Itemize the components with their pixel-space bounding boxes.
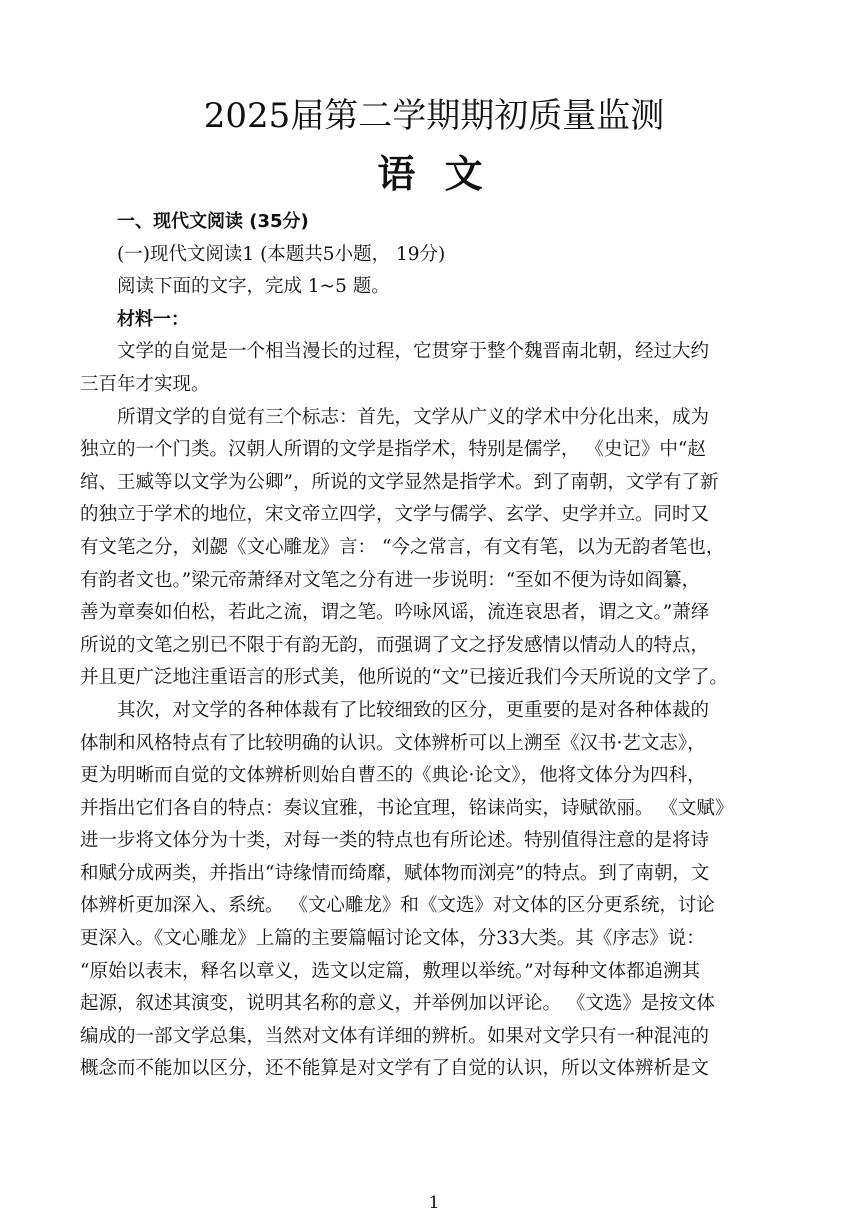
body-line: 体辨析更加深入、系统。 《文心雕龙》和《文选》对文体的区分更系统，讨论 <box>80 895 715 917</box>
body-line: 独立的一个门类。汉朝人所谓的文学是指学术，特别是儒学， 《史记》中“赵 <box>80 439 706 461</box>
body-line: 和赋分成两类，并指出“诗缘情而绮靡，赋体物而浏亮”的特点。到了南朝，文 <box>80 862 710 884</box>
body-line: 所说的文笔之别已不限于有韵无韵，而强调了文之抒发感情以情动人的特点， <box>80 634 710 656</box>
reading-instruction: 阅读下面的文字，完成 1~5 题。 <box>117 276 390 298</box>
body-line: 有韵者文也。”梁元帝萧绎对文笔之分有进一步说明：“至如不便为诗如阎纂， <box>80 569 701 591</box>
material-label: 材料一： <box>117 308 189 330</box>
body-line: 所谓文学的自觉有三个标志：首先，文学从广义的学术中分化出来，成为 <box>117 406 710 428</box>
body-line: 有文笔之分，刘勰《文心雕龙》言： “今之常言，有文有笔，以为无韵者笔也， <box>80 536 725 558</box>
body-line: 更为明晰而自觉的文体辨析则始自曹丕的《典论·论文》，他将文体分为四科， <box>80 765 706 787</box>
body-line: 并且更广泛地注重语言的形式美，他所说的“文”已接近我们今天所说的文学了。 <box>80 667 728 689</box>
page-number: 1 <box>428 1193 440 1213</box>
exam-content <box>80 206 792 1086</box>
body-line: 体制和风格特点有了比较明确的认识。文体辨析可以上溯至《汉书·艺文志》， <box>80 732 706 754</box>
section-heading: 一、现代文阅读 (35分) <box>117 211 309 232</box>
body-line: 编成的一部文学总集，当然对文体有详细的辨析。如果对文学只有一种混沌的 <box>80 1025 710 1047</box>
body-line: 概念而不能加以区分，还不能算是对文学有了自觉的认识，所以文体辨析是文 <box>80 1058 710 1080</box>
body-line: 三百年才实现。 <box>80 373 210 395</box>
sub-section-heading: (一)现代文阅读1 (本题共5小题， 19分) <box>117 243 446 265</box>
exam-title: 2025届第二学期期初质量监测 <box>203 96 665 136</box>
subject-title: 语 文 <box>377 152 491 196</box>
body-line: 文学的自觉是一个相当漫长的过程，它贯穿于整个魏晋南北朝，经过大约 <box>117 341 710 363</box>
body-line: 更深入。《文心雕龙》上篇的主要篇幅讨论文体，分33大类。其《序志》说： <box>80 928 705 950</box>
body-line: 起源，叙述其演变，说明其名称的意义，并举例加以评论。 《文选》是按文体 <box>80 993 715 1015</box>
body-line: 其次，对文学的各种体裁有了比较细致的区分，更重要的是对各种体裁的 <box>117 699 710 721</box>
body-line: 绾、王臧等以文学为公卿”，所说的文学显然是指学术。到了南朝，文学有了新 <box>80 471 719 493</box>
body-line: 进一步将文体分为十类，对每一类的特点也有所论述。特别值得注意的是将诗 <box>80 830 710 852</box>
body-line: “原始以表末，释名以章义，选文以定篇，敷理以举统。”对每种文体都追溯其 <box>80 960 701 982</box>
body-line: 并指出它们各自的特点：奏议宜雅，书论宜理，铭诔尚实，诗赋欲丽。 《文赋》 <box>80 797 734 819</box>
body-line: 善为章奏如伯松，若此之流，谓之笔。吟咏风谣，流连哀思者，谓之文。”萧绎 <box>80 602 710 624</box>
body-line: 的独立于学术的地位，宋文帝立四学，文学与儒学、玄学、史学并立。同时又 <box>80 504 710 526</box>
